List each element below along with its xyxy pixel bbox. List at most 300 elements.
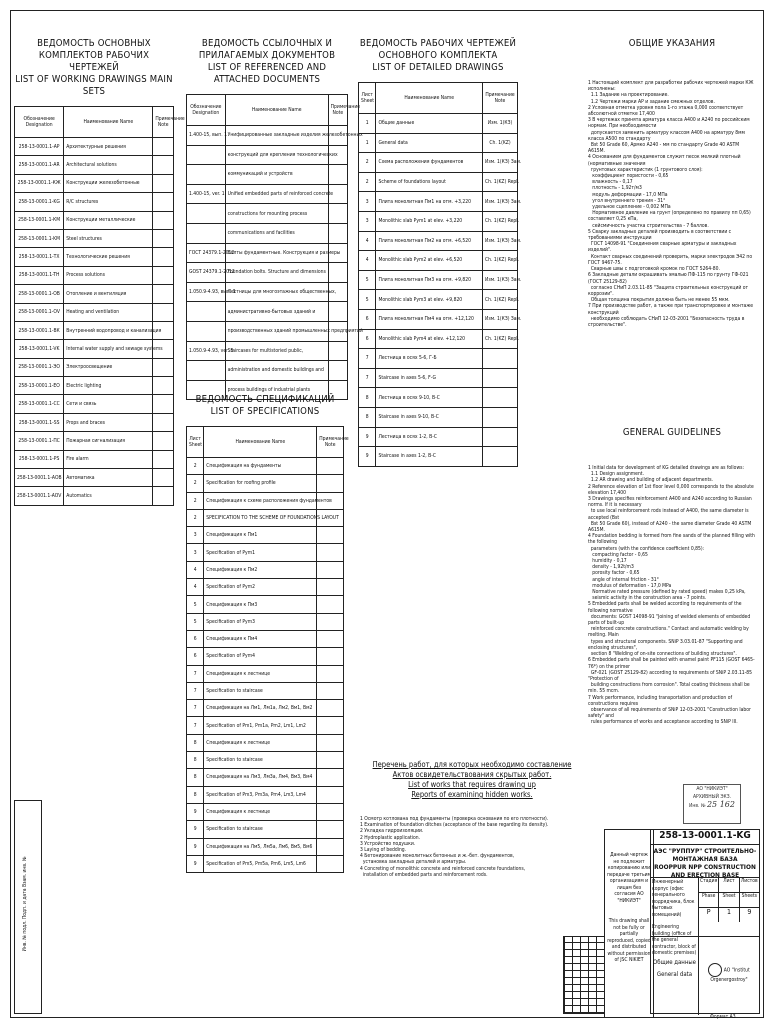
table-cell: Общие данные bbox=[376, 114, 483, 134]
table-cell: Internal water supply and sewage systems bbox=[64, 340, 153, 358]
left-edge-stamp-text: Инв. № подл. Подп. и дата Взам. инв. № bbox=[22, 856, 28, 952]
table-cell bbox=[317, 682, 344, 699]
table-cell bbox=[153, 193, 174, 211]
table-cell: 258-13-0001.1-ВК bbox=[15, 321, 64, 339]
specs-title-en: LIST OF SPECIFICATIONS bbox=[210, 406, 320, 417]
table-row bbox=[187, 665, 344, 682]
table-cell bbox=[187, 165, 226, 185]
archive-stamp-hand: 25 162 bbox=[706, 800, 735, 809]
table-cell: 9 bbox=[187, 838, 204, 855]
ref-docs-table bbox=[186, 94, 363, 400]
table-cell: 258-13-0001.1-AR bbox=[15, 156, 64, 174]
table-cell: Heating and ventilation bbox=[64, 303, 153, 321]
table-cell: Specification of Pym1 bbox=[204, 544, 317, 561]
table-cell: конструкций для крепления технологических bbox=[225, 145, 328, 165]
detailed-block bbox=[358, 38, 522, 467]
table-cell: 6 bbox=[359, 329, 376, 349]
table-row bbox=[187, 613, 344, 630]
table-cell: 258-13-0001.1-AOV bbox=[15, 487, 64, 505]
table-cell bbox=[153, 413, 174, 431]
table-row bbox=[187, 544, 344, 561]
table-cell: Плита монолитная Пм4 на отм. +12,120 bbox=[376, 309, 483, 329]
table-cell: Спецификация к лестнице bbox=[204, 665, 317, 682]
table-row bbox=[187, 700, 344, 717]
table-cell: 6 bbox=[359, 309, 376, 329]
archive-stamp bbox=[683, 784, 741, 824]
table-cell: Staircase in axes 5-6, F-G bbox=[376, 368, 483, 388]
table-cell bbox=[483, 388, 518, 408]
table-row bbox=[15, 377, 174, 395]
table-cell: Staircase in axes 9-10, B-C bbox=[376, 407, 483, 427]
ref-docs-title bbox=[186, 38, 348, 86]
table-cell: General data bbox=[376, 133, 483, 153]
table-cell bbox=[153, 377, 174, 395]
table-row bbox=[187, 282, 348, 302]
table-cell: Electric lighting bbox=[64, 377, 153, 395]
ref-docs-block bbox=[186, 38, 363, 400]
table-row bbox=[187, 803, 344, 820]
table-cell: Спецификация к схеме расположения фундаментов bbox=[204, 492, 317, 509]
table-row bbox=[359, 368, 518, 388]
table-cell: Scheme of foundations layout bbox=[376, 172, 483, 192]
general-ru-text: 1 Настоящий комплект для разработки рабочих чертежей марки КЖ исполнены: 1.1 Задание на проектирование. 1.2 Чертежи марки АР и задание смежных отделов. 2 Условная отметка уровня пола 1-го этажа 0,000 соответствует абсолютной отметке 17,400 3 В чертежах принята арматура класса А400 и А240 по российским нормам. При необходимости допускается заменить арматуру классом А400 на арматуру 8мм класса А500 по стандарту Bst 50 Grade 60, Армко А240 - мм по стандарту Grade 40 ASTM A615M. 4 Основанием для фундаментов служит песок мелкий плотный (нормативные значения грунтовых характеристик (1 грунтового слоя): коэффициент пористости - 0,65 влажность - 0,17 плотность - 1,92т/м3 модуль деформации - 17,0 МПа угол внутреннего трения - 31° удельное сцепление - 0,002 МПа Нормативное давление на грунт (определено по правилу пп 0,65) составляет 0,25 кПа, сейсмичность участка строительства - 7 баллов. 5 Сварку закладных деталей производить в соответствии с требованиями инструкции ГОСТ 14098-91 "Соединения сварные арматуры и закладных изделий". Контакт сварных соединений проверить, марки электродов Э42 по ГОСТ 9467-75. Сварные швы с подготовкой кромок по ГОСТ 5264-80. 6 Закладные детали окрашивать эмалью ПФ-115 по грунту ГФ-021 (ГОСТ 25129-82) согласно СНиП 2.03.11-85 "Защита строительных конструкций от коррозии". Общая толщина покрытия должна быть не менее 55 мкм. 7 При производстве работ, а также при транспортировке и монтаже конструкций необходимо соблюдать СНиП 12-03-2001 "Безопасность труда в строительстве". bbox=[588, 80, 754, 328]
table-cell: 9 bbox=[187, 821, 204, 838]
title-org-en: ROOPPUR NPP CONSTRUCTION AND ERECTION BASE bbox=[654, 863, 756, 879]
table-row bbox=[359, 290, 518, 310]
table-cell: 258-13-0001.1-ЭО bbox=[15, 358, 64, 376]
table-cell: Спецификация к Пм3 bbox=[204, 596, 317, 613]
table-row bbox=[187, 165, 348, 185]
table-row bbox=[187, 204, 348, 224]
table-row bbox=[187, 223, 348, 243]
archive-stamp-line1: АО "НИКИЭТ" bbox=[696, 786, 728, 792]
table-cell: 5 bbox=[187, 596, 204, 613]
title-company bbox=[699, 937, 759, 1015]
table-cell bbox=[153, 229, 174, 247]
table-cell bbox=[483, 349, 518, 369]
copy-note bbox=[604, 829, 654, 1018]
hidden-works-title-en2: Reports of examining hidden works. bbox=[411, 790, 533, 799]
general-ru-block bbox=[588, 38, 756, 328]
table-cell: 3 bbox=[187, 544, 204, 561]
table-row bbox=[187, 145, 348, 165]
table-row bbox=[15, 413, 174, 431]
table-cell bbox=[328, 361, 347, 381]
table-cell: Ch. 1(KZ) Repl. bbox=[483, 329, 518, 349]
general-en-title: GENERAL GUIDELINES bbox=[622, 427, 722, 438]
table-cell: Monolithic slab Pym4 at elev. +12,120 bbox=[376, 329, 483, 349]
table-cell: Изм. 1(КЗ) Зам. bbox=[483, 153, 518, 173]
table-cell bbox=[317, 458, 344, 475]
table-row bbox=[359, 231, 518, 251]
archive-stamp-inv-row bbox=[684, 801, 740, 810]
title-block bbox=[650, 829, 760, 1014]
archive-stamp-line2: АРХИВНЫЙ ЭКЗ. bbox=[692, 794, 732, 800]
table-cell: Staircases for multistoried public, bbox=[225, 341, 328, 361]
table-cell: коммуникаций и устройств bbox=[225, 165, 328, 185]
table-row bbox=[187, 579, 344, 596]
table-cell bbox=[483, 407, 518, 427]
table-cell: Лестницы для многоэтажных общественных, bbox=[225, 282, 328, 302]
table-row bbox=[187, 769, 344, 786]
table-cell: Болты фундаментные. Конструкция и размеры bbox=[225, 243, 328, 263]
table-row bbox=[15, 469, 174, 487]
table-row bbox=[187, 492, 344, 509]
phase-header-en: Phase bbox=[699, 893, 719, 907]
col-sheet: Лист Sheet bbox=[187, 427, 204, 458]
table-cell: Specification of Pm3, Pm3a, Pm4, Lm3, Lm4 bbox=[204, 786, 317, 803]
col-note: Примечание Note bbox=[153, 107, 174, 138]
table-cell: 9 bbox=[359, 427, 376, 447]
table-cell: Спецификация к Пм2 bbox=[204, 561, 317, 578]
table-cell: Изм. 1(КЗ) Зам. bbox=[483, 270, 518, 290]
general-en-text: 1 Initial data for development of KG detailed drawings are as follows: 1.1 Design assignment. 1.2 AR drawing and building of adjacent departments. 2 Reference elevation of 1st floor level 0,000 corresponds to the absolute elevation 17,400 3 Drawings specifies reinforcement A400 and A240 according to Russian norms. If it is necessary to use local reinforcement rods instead of A400, the same diameter is accepted (Bst Bst 50 Grade 60), instead of A240 - the same diameter Grade 40 ASTM A615M. 4 Foundation bedding is formed from fine sands of the planned filling with the following parameters (with the confidence coefficient 0,85): compacting factor - 0,65 humidity - 0,17 density - 1,92t/m3 porosity factor - 0,65 angle of internal friction - 31° modulus of deformation - 17,0 MPa Normative rated pressure (defined by rated speed) makes 0,25 kPa, seismic activity in the construction area - 7 points. 5 Embedded parts shall be welded according to requirements of the following normative documents: GOST 14098-91 "Joining of welded elements of embedded parts of built-up reinforced concrete constructions." Contact and automatic welding by melting. Main types and structural components. SNiP 3.03.01-87 "Supporting and enclosing structures", section 8 "Welding of on-site connections of building structures". 6 Embedded parts shall be painted with enamel paint PF115 (GOST 6465-76*) on the primer GF-021 (GOST 25129-82) according to requirements of SNiP 2.03.11-85 "Protection of building constructions from corrosion". Total coating thickness shall be min. 55 mcm. 7 Work performance, including transportation and production of constructions requires observance of all requirements of SNiP 12-03-2001 "Construction labor safety" and rules performance of works and acceptance according to SNiP III. bbox=[588, 465, 755, 726]
archive-stamp-line3: Инв. № bbox=[689, 803, 706, 809]
title-building-ru: Инженерный корпус (офис генерального подрядчика, блок бытовых помещений) bbox=[652, 879, 695, 918]
table-cell bbox=[317, 700, 344, 717]
col-sheet: Лист Sheet bbox=[359, 83, 376, 114]
table-cell: Спецификация на Лм3, Лм3а, Лм4, Вм3, Вм4 bbox=[204, 769, 317, 786]
table-cell: R/C structures bbox=[64, 193, 153, 211]
company-name: АО "Institut Orgenergostroy" bbox=[710, 967, 750, 983]
table-row bbox=[359, 192, 518, 212]
col-name: Наименование Name bbox=[225, 95, 328, 126]
table-cell bbox=[328, 223, 347, 243]
table-cell: Изм. 1(КЗ) Зам. bbox=[483, 192, 518, 212]
table-cell: 8 bbox=[187, 769, 204, 786]
table-cell bbox=[153, 358, 174, 376]
table-row bbox=[187, 458, 344, 475]
hidden-works-title-ru2: Актов освидетельствования скрытых работ. bbox=[392, 770, 552, 779]
table-cell bbox=[328, 341, 347, 361]
table-cell: 258-13-0001.1-EO bbox=[15, 377, 64, 395]
table-row bbox=[187, 561, 344, 578]
col-designation: Обозначение Designation bbox=[15, 107, 64, 138]
table-row bbox=[187, 263, 348, 283]
table-cell: 258-13-0001.1-TH bbox=[15, 266, 64, 284]
table-cell: 2 bbox=[187, 475, 204, 492]
col-note: Примечание Note bbox=[328, 95, 347, 126]
title-org bbox=[651, 845, 759, 878]
table-cell: Спецификация на Лм5, Лм5а, Лм6, Вм5, Вм6 bbox=[204, 838, 317, 855]
table-cell: 258-13-0001.1-OV bbox=[15, 303, 64, 321]
title-code: 258-13-0001.1-KG bbox=[651, 830, 759, 845]
title-building-row bbox=[651, 878, 759, 956]
table-row bbox=[15, 266, 174, 284]
table-cell: 3 bbox=[359, 192, 376, 212]
table-row bbox=[359, 447, 518, 467]
table-cell: Плита монолитная Пм3 на отм. +9,820 bbox=[376, 270, 483, 290]
table-row bbox=[15, 248, 174, 266]
table-row bbox=[359, 329, 518, 349]
table-cell: Foundation bolts. Structure and dimensions bbox=[225, 263, 328, 283]
table-row bbox=[15, 487, 174, 505]
hidden-works-block bbox=[360, 760, 584, 878]
table-cell bbox=[317, 769, 344, 786]
table-cell bbox=[153, 432, 174, 450]
general-ru-title: ОБЩИЕ УКАЗАНИЯ bbox=[628, 38, 716, 49]
table-cell: Props and braces bbox=[64, 413, 153, 431]
table-cell: 2 bbox=[359, 153, 376, 173]
table-cell: Спецификация на фундаменты bbox=[204, 458, 317, 475]
table-cell: 4 bbox=[359, 251, 376, 271]
table-cell: ГОСТ 24379.1-2012 bbox=[187, 243, 226, 263]
table-cell bbox=[153, 487, 174, 505]
table-cell: 2 bbox=[187, 509, 204, 526]
table-row bbox=[187, 648, 344, 665]
col-designation: Обозначение Designation bbox=[187, 95, 226, 126]
table-cell: 3 bbox=[187, 527, 204, 544]
table-cell: 8 bbox=[359, 407, 376, 427]
table-cell bbox=[317, 561, 344, 578]
table-cell: Конструкции металлические bbox=[64, 211, 153, 229]
table-cell: Электроосвещение bbox=[64, 358, 153, 376]
table-row bbox=[187, 752, 344, 769]
table-cell: 2 bbox=[359, 172, 376, 192]
table-cell: Fire alarm bbox=[64, 450, 153, 468]
table-cell: Спецификация к лестнице bbox=[204, 734, 317, 751]
table-cell: Ch. 1(KZ) Repl. bbox=[483, 290, 518, 310]
table-cell: 6 bbox=[187, 648, 204, 665]
table-cell: Схема расположения фундаментов bbox=[376, 153, 483, 173]
table-row bbox=[187, 717, 344, 734]
table-cell: 258-13-0001.1-ТХ bbox=[15, 248, 64, 266]
table-cell: 258-13-0001.1-KG bbox=[15, 193, 64, 211]
table-cell bbox=[328, 302, 347, 322]
table-cell bbox=[153, 248, 174, 266]
table-cell: 8 bbox=[187, 734, 204, 751]
table-row bbox=[187, 630, 344, 647]
table-cell: 258-13-0001.1-АОВ bbox=[15, 469, 64, 487]
table-cell bbox=[317, 527, 344, 544]
table-cell: 4 bbox=[187, 579, 204, 596]
table-cell: 1.050.9-4.93, вып. 3 bbox=[187, 282, 226, 302]
specs-title bbox=[186, 394, 344, 418]
main-sets-title-en: LIST OF WORKING DRAWINGS MAIN SETS bbox=[15, 74, 173, 97]
table-cell: 1 bbox=[359, 133, 376, 153]
ref-docs-title-en: LIST OF REFERENCED AND ATTACHED DOCUMENTS bbox=[207, 62, 327, 85]
table-cell: Ch. 1(KZ) Repl. bbox=[483, 211, 518, 231]
table-row bbox=[187, 855, 344, 872]
copy-note-en: This drawing shall not be fully or partially reproduced, copied and distributed without permission of JSC NIKIET bbox=[607, 918, 651, 963]
company-logo-icon bbox=[708, 963, 722, 977]
sheet-title-en: General data bbox=[656, 971, 693, 978]
table-cell: производственных зданий промышленных предприятий bbox=[225, 321, 328, 341]
table-cell bbox=[317, 838, 344, 855]
table-cell bbox=[187, 302, 226, 322]
main-sets-table bbox=[14, 106, 185, 506]
table-cell: Monolithic slab Pym3 at elev. +9,820 bbox=[376, 290, 483, 310]
table-row bbox=[15, 450, 174, 468]
table-cell: Specification to staircase bbox=[204, 682, 317, 699]
table-cell bbox=[153, 285, 174, 303]
table-row bbox=[187, 361, 348, 381]
table-cell: 5 bbox=[187, 613, 204, 630]
table-cell: 6 bbox=[187, 630, 204, 647]
table-cell: SPECIFICATION TO THE SCHEME OF FOUNDATIONS LAYOUT bbox=[204, 509, 317, 526]
table-cell bbox=[187, 361, 226, 381]
table-cell: Отопление и вентиляция bbox=[64, 285, 153, 303]
table-row bbox=[187, 302, 348, 322]
table-row bbox=[359, 172, 518, 192]
table-cell: 2 bbox=[187, 492, 204, 509]
table-row bbox=[187, 786, 344, 803]
table-row bbox=[359, 407, 518, 427]
specs-table bbox=[186, 426, 349, 873]
table-row bbox=[187, 243, 348, 263]
table-cell: Внутренний водопровод и канализация bbox=[64, 321, 153, 339]
ref-docs-title-ru: ВЕДОМОСТЬ ССЫЛОЧНЫХ И ПРИЛАГАЕМЫХ ДОКУМЕНТОВ bbox=[198, 38, 336, 61]
title-phase-table bbox=[699, 878, 759, 936]
table-cell: 258-13-0001.1-КЖ bbox=[15, 174, 64, 192]
table-cell: Specification for roofing profile bbox=[204, 475, 317, 492]
table-cell: 258-13-0001.1-KM bbox=[15, 229, 64, 247]
detailed-table bbox=[358, 82, 522, 467]
table-cell bbox=[187, 321, 226, 341]
sheets-value: 9 bbox=[747, 908, 752, 916]
table-row bbox=[15, 340, 174, 358]
table-cell: 258-13-0001.1-PS bbox=[15, 450, 64, 468]
table-cell: Технологические решения bbox=[64, 248, 153, 266]
table-row bbox=[15, 174, 174, 192]
table-cell: Architectural solutions bbox=[64, 156, 153, 174]
sheet-value: 1 bbox=[719, 908, 739, 922]
table-cell: GOST 24379.1-2012 bbox=[187, 263, 226, 283]
table-row bbox=[15, 156, 174, 174]
table-row bbox=[359, 427, 518, 447]
table-row bbox=[187, 475, 344, 492]
table-cell bbox=[317, 613, 344, 630]
phase-value: Р bbox=[699, 908, 719, 922]
detailed-title-en: LIST OF DETAILED DRAWINGS bbox=[372, 62, 504, 73]
table-cell bbox=[317, 648, 344, 665]
table-cell bbox=[153, 266, 174, 284]
table-cell bbox=[317, 596, 344, 613]
format-label: Формат А3 bbox=[710, 1014, 736, 1020]
table-cell: 9 bbox=[359, 447, 376, 467]
table-row bbox=[187, 838, 344, 855]
table-cell: Steel structures bbox=[64, 229, 153, 247]
table-row bbox=[15, 395, 174, 413]
table-cell: Specification of Pm1, Pm1a, Pm2, Lm1, Lm2 bbox=[204, 717, 317, 734]
table-cell bbox=[317, 579, 344, 596]
phase-header: Стадия bbox=[699, 878, 719, 892]
table-cell: Изм. 1(КЗ) bbox=[483, 114, 518, 134]
sheets-header-en: Sheets bbox=[741, 893, 757, 899]
table-cell: Лестница в осях 5-6, Г-Б bbox=[376, 349, 483, 369]
table-cell: 7 bbox=[359, 368, 376, 388]
table-cell: Лестница в осях 9-10, В-С bbox=[376, 388, 483, 408]
table-cell: 1.400-15, вып. 1 bbox=[187, 126, 226, 146]
table-cell: Monolithic slab Pym1 at elev. +3,220 bbox=[376, 211, 483, 231]
table-cell: Staircase in axes 1-2, B-C bbox=[376, 447, 483, 467]
hidden-works-title-en: List of works that requires drawing up bbox=[408, 780, 536, 789]
table-cell bbox=[153, 174, 174, 192]
table-cell bbox=[328, 165, 347, 185]
table-cell bbox=[153, 395, 174, 413]
table-cell: administration and domestic buildings and bbox=[225, 361, 328, 381]
col-name: Наименование Name bbox=[64, 107, 153, 138]
table-cell: 258-13-0001.1-VK bbox=[15, 340, 64, 358]
hidden-works-title-ru: Перечень работ, для которых необходимо составление bbox=[372, 760, 572, 769]
table-cell: constructions for mounting process bbox=[225, 204, 328, 224]
main-sets-title-ru: ВЕДОМОСТЬ ОСНОВНЫХ КОМПЛЕКТОВ РАБОЧИХ ЧЕРТЕЖЕЙ bbox=[37, 38, 151, 73]
table-cell: Specification to staircase bbox=[204, 821, 317, 838]
sheet-title-ru: Общие данные bbox=[653, 959, 696, 966]
table-row bbox=[187, 821, 344, 838]
table-cell: Унифицированные закладные изделия железобетонных bbox=[225, 126, 328, 146]
sheets-header: Листов bbox=[740, 878, 758, 884]
table-row bbox=[359, 270, 518, 290]
table-cell: 258-13-0001.1-АР bbox=[15, 138, 64, 156]
table-cell: 7 bbox=[359, 349, 376, 369]
table-cell: Specification to staircase bbox=[204, 752, 317, 769]
table-row bbox=[359, 133, 518, 153]
table-row bbox=[15, 193, 174, 211]
table-cell bbox=[317, 630, 344, 647]
table-cell: 8 bbox=[187, 752, 204, 769]
general-en-block bbox=[588, 427, 756, 726]
table-cell bbox=[153, 450, 174, 468]
revision-grid bbox=[563, 936, 605, 1014]
table-row bbox=[187, 527, 344, 544]
table-cell: Сети и связь bbox=[64, 395, 153, 413]
table-cell bbox=[153, 138, 174, 156]
table-cell bbox=[187, 223, 226, 243]
table-row bbox=[15, 432, 174, 450]
table-row bbox=[15, 321, 174, 339]
table-row bbox=[187, 509, 344, 526]
table-row bbox=[359, 251, 518, 271]
table-cell bbox=[483, 368, 518, 388]
copy-note-ru: Данный чертеж не подлежит копированию или передаче третьим организациям и лицам без согласия АО "НИКИЭТ" bbox=[607, 852, 651, 904]
specs-title-ru: ВЕДОМОСТЬ СПЕЦИФИКАЦИЙ bbox=[195, 394, 335, 405]
table-cell bbox=[187, 204, 226, 224]
table-row bbox=[187, 682, 344, 699]
table-cell: 1.400-15, ver. 1 bbox=[187, 184, 226, 204]
table-row bbox=[187, 126, 348, 146]
table-row bbox=[15, 229, 174, 247]
left-edge-stamp bbox=[14, 800, 42, 1014]
table-cell: Ch. 1(KZ) bbox=[483, 133, 518, 153]
sheet-header: Лист bbox=[719, 878, 739, 892]
table-cell bbox=[317, 786, 344, 803]
table-cell: Конструкции железобетонные bbox=[64, 174, 153, 192]
table-cell: 2 bbox=[187, 458, 204, 475]
specs-block bbox=[186, 394, 349, 873]
title-bottom-row bbox=[651, 937, 759, 1015]
table-cell: 258-13-0001.1-КМ bbox=[15, 211, 64, 229]
title-building-en: Engineering building (office of the general contractor, block of domestic premises) bbox=[652, 924, 697, 956]
table-cell: административно-бытовых зданий и bbox=[225, 302, 328, 322]
table-cell: Спецификация к лестнице bbox=[204, 803, 317, 820]
table-row bbox=[187, 341, 348, 361]
table-cell: Автоматика bbox=[64, 469, 153, 487]
table-cell bbox=[317, 665, 344, 682]
table-cell bbox=[153, 303, 174, 321]
title-sheet-name bbox=[651, 937, 699, 1015]
table-row bbox=[359, 153, 518, 173]
table-cell bbox=[328, 263, 347, 283]
table-row bbox=[15, 211, 174, 229]
table-cell: 4 bbox=[187, 561, 204, 578]
table-row bbox=[359, 114, 518, 134]
table-row bbox=[15, 285, 174, 303]
sheet-header-en: Sheet bbox=[719, 893, 739, 907]
table-cell bbox=[317, 803, 344, 820]
table-cell: Архитектурные решения bbox=[64, 138, 153, 156]
table-cell: process buildings of industrial plants bbox=[225, 380, 328, 400]
